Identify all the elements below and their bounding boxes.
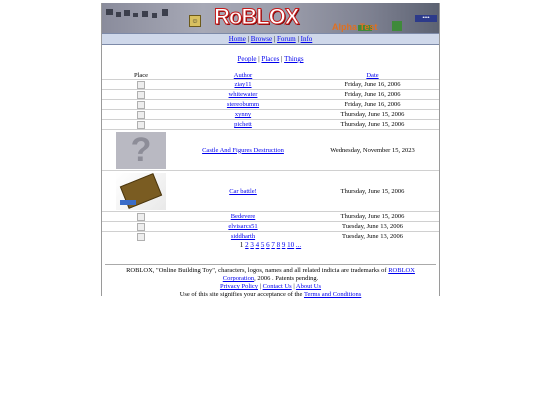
table-row xyxy=(102,80,439,90)
corporation-link[interactable]: ROBLOX Corporation xyxy=(222,267,415,282)
author-cell xyxy=(180,110,306,120)
nav-separator: | xyxy=(247,35,249,43)
broken-image-icon[interactable] xyxy=(137,111,145,119)
category-things[interactable]: Things xyxy=(284,55,304,63)
date-cell: Thursday, June 15, 2006 xyxy=(306,171,439,212)
page-link[interactable]: 4 xyxy=(255,241,260,249)
place-link[interactable]: Car battle! xyxy=(229,187,257,195)
terms-link[interactable]: Terms and Conditions xyxy=(303,291,362,298)
author-cell xyxy=(180,120,306,130)
column-header-place: Place xyxy=(133,71,149,79)
footer xyxy=(112,267,429,299)
nav-separator: | xyxy=(297,35,299,43)
banner-brick xyxy=(142,11,148,17)
broken-image-icon[interactable] xyxy=(137,91,145,99)
date-cell: Friday, June 16, 2006 xyxy=(306,100,439,110)
banner-brick xyxy=(152,13,157,18)
nav-browse[interactable]: Browse xyxy=(250,35,273,43)
broken-image-icon[interactable] xyxy=(137,101,145,109)
nav-home[interactable]: Home xyxy=(228,35,246,43)
author-cell xyxy=(180,222,306,232)
broken-image-icon[interactable] xyxy=(137,233,145,241)
author-link[interactable]: xynny xyxy=(234,111,252,118)
roblox-logo[interactable]: RoBLOX xyxy=(214,4,299,29)
author-cell xyxy=(180,90,306,100)
table-row xyxy=(102,212,439,222)
car-bar-shape xyxy=(120,200,136,205)
car-thumbnail[interactable] xyxy=(116,173,166,210)
question-mark-icon: ? xyxy=(130,130,152,169)
question-mark-thumbnail[interactable] xyxy=(116,132,166,169)
nav-separator: | xyxy=(273,35,276,43)
broken-image-icon[interactable] xyxy=(137,121,145,129)
privacy-policy-link[interactable]: Privacy Policy xyxy=(219,283,259,290)
broken-image-icon[interactable] xyxy=(137,81,145,89)
banner-brick xyxy=(124,10,130,16)
author-link[interactable]: whitewater xyxy=(228,91,258,98)
category-people[interactable]: People xyxy=(237,55,257,63)
place-thumbnail-cell[interactable] xyxy=(102,100,180,110)
place-thumbnail-cell[interactable] xyxy=(102,232,180,242)
table-row xyxy=(102,130,439,171)
broken-image-icon[interactable] xyxy=(137,223,145,231)
table-row xyxy=(102,100,439,110)
sort-author-link[interactable]: Author xyxy=(233,71,253,79)
table-row xyxy=(102,222,439,232)
page-link[interactable]: 8 xyxy=(276,241,281,249)
author-link[interactable]: siddharth xyxy=(230,233,256,240)
browse-category-nav xyxy=(102,55,439,63)
banner-brick xyxy=(162,9,168,16)
banner-grass xyxy=(392,21,402,31)
author-link[interactable]: ziay11 xyxy=(234,81,252,88)
place-thumbnail-cell[interactable] xyxy=(102,120,180,130)
place-name-cell xyxy=(180,171,306,212)
author-link[interactable]: pichett xyxy=(234,121,252,128)
table-row xyxy=(102,171,439,212)
banner-brick xyxy=(116,12,121,17)
footer-separator: | xyxy=(293,283,295,290)
page-link[interactable]: 6 xyxy=(266,241,270,249)
banner-brick xyxy=(106,9,113,15)
author-cell xyxy=(180,212,306,222)
date-cell: Tuesday, June 13, 2006 xyxy=(306,232,439,242)
page-link[interactable]: 9 xyxy=(281,241,286,249)
footer-separator: | xyxy=(259,283,261,290)
author-cell xyxy=(180,100,306,110)
place-thumbnail-cell[interactable] xyxy=(102,110,180,120)
table-row xyxy=(102,90,439,100)
banner-brick xyxy=(133,13,138,17)
author-cell xyxy=(180,80,306,90)
contact-us-link[interactable]: Contact Us xyxy=(262,283,292,290)
terms-text: Use of this site signifies your acceptance of the xyxy=(179,291,303,298)
smiley-figure-icon: ☺ xyxy=(189,15,201,27)
banner-badge: •••• xyxy=(415,15,437,22)
table-row xyxy=(102,232,439,242)
page-link[interactable]: 10 xyxy=(287,241,295,249)
date-cell: Wednesday, November 15, 2023 xyxy=(306,130,439,171)
page-container xyxy=(101,3,440,296)
place-thumbnail-cell[interactable] xyxy=(102,222,180,232)
column-header-date[interactable] xyxy=(306,71,439,80)
author-link[interactable]: stereobumm xyxy=(226,101,260,108)
broken-image-icon[interactable] xyxy=(137,213,145,221)
main-nav xyxy=(102,33,439,45)
column-header-author[interactable] xyxy=(180,71,306,80)
nav-info[interactable]: Info xyxy=(300,35,313,43)
current-page: 1 xyxy=(239,241,244,249)
category-separator: | xyxy=(258,55,260,63)
author-link[interactable]: Bedevere xyxy=(230,213,256,220)
category-places[interactable]: Places xyxy=(261,55,280,63)
category-separator: | xyxy=(281,55,283,63)
patents-text: , 2006 . Patents pending. xyxy=(254,275,319,282)
trademark-text: ROBLOX, "Online Building Toy", characters, logos, names and all related indicia are trademarks of xyxy=(126,267,387,274)
date-cell: Thursday, June 15, 2006 xyxy=(306,120,439,130)
date-cell: Thursday, June 15, 2006 xyxy=(306,110,439,120)
author-cell xyxy=(180,232,306,242)
pagination xyxy=(102,241,439,249)
table-header-row xyxy=(102,71,439,80)
places-table xyxy=(102,71,439,241)
date-cell: Thursday, June 15, 2006 xyxy=(306,212,439,222)
place-thumbnail-cell[interactable] xyxy=(102,80,180,90)
header-banner xyxy=(102,3,439,33)
nav-forum[interactable]: Forum xyxy=(277,35,296,43)
page-link[interactable]: 7 xyxy=(271,241,275,249)
date-cell: Tuesday, June 13, 2006 xyxy=(306,222,439,232)
footer-divider xyxy=(105,264,436,265)
place-thumbnail-cell[interactable] xyxy=(102,171,180,212)
about-us-link[interactable]: About Us xyxy=(295,283,322,290)
page-link[interactable]: 2 xyxy=(245,241,249,249)
sort-date-link[interactable]: Date xyxy=(366,71,379,79)
date-cell: Friday, June 16, 2006 xyxy=(306,90,439,100)
place-thumbnail-cell[interactable] xyxy=(102,130,180,171)
table-row xyxy=(102,120,439,130)
date-cell: Friday, June 16, 2006 xyxy=(306,80,439,90)
alpha-test-tagline: Alpha Test xyxy=(332,22,378,32)
page-link[interactable]: 5 xyxy=(260,241,265,249)
place-thumbnail-cell[interactable] xyxy=(102,90,180,100)
table-row xyxy=(102,110,439,120)
place-thumbnail-cell[interactable] xyxy=(102,212,180,222)
place-link[interactable]: Castle And Figures Destruction xyxy=(202,146,284,154)
next-pages-link[interactable]: ... xyxy=(295,241,302,249)
place-name-cell xyxy=(180,130,306,171)
page-link[interactable]: 3 xyxy=(250,241,254,249)
author-link[interactable]: elvisarcs51 xyxy=(228,223,258,230)
